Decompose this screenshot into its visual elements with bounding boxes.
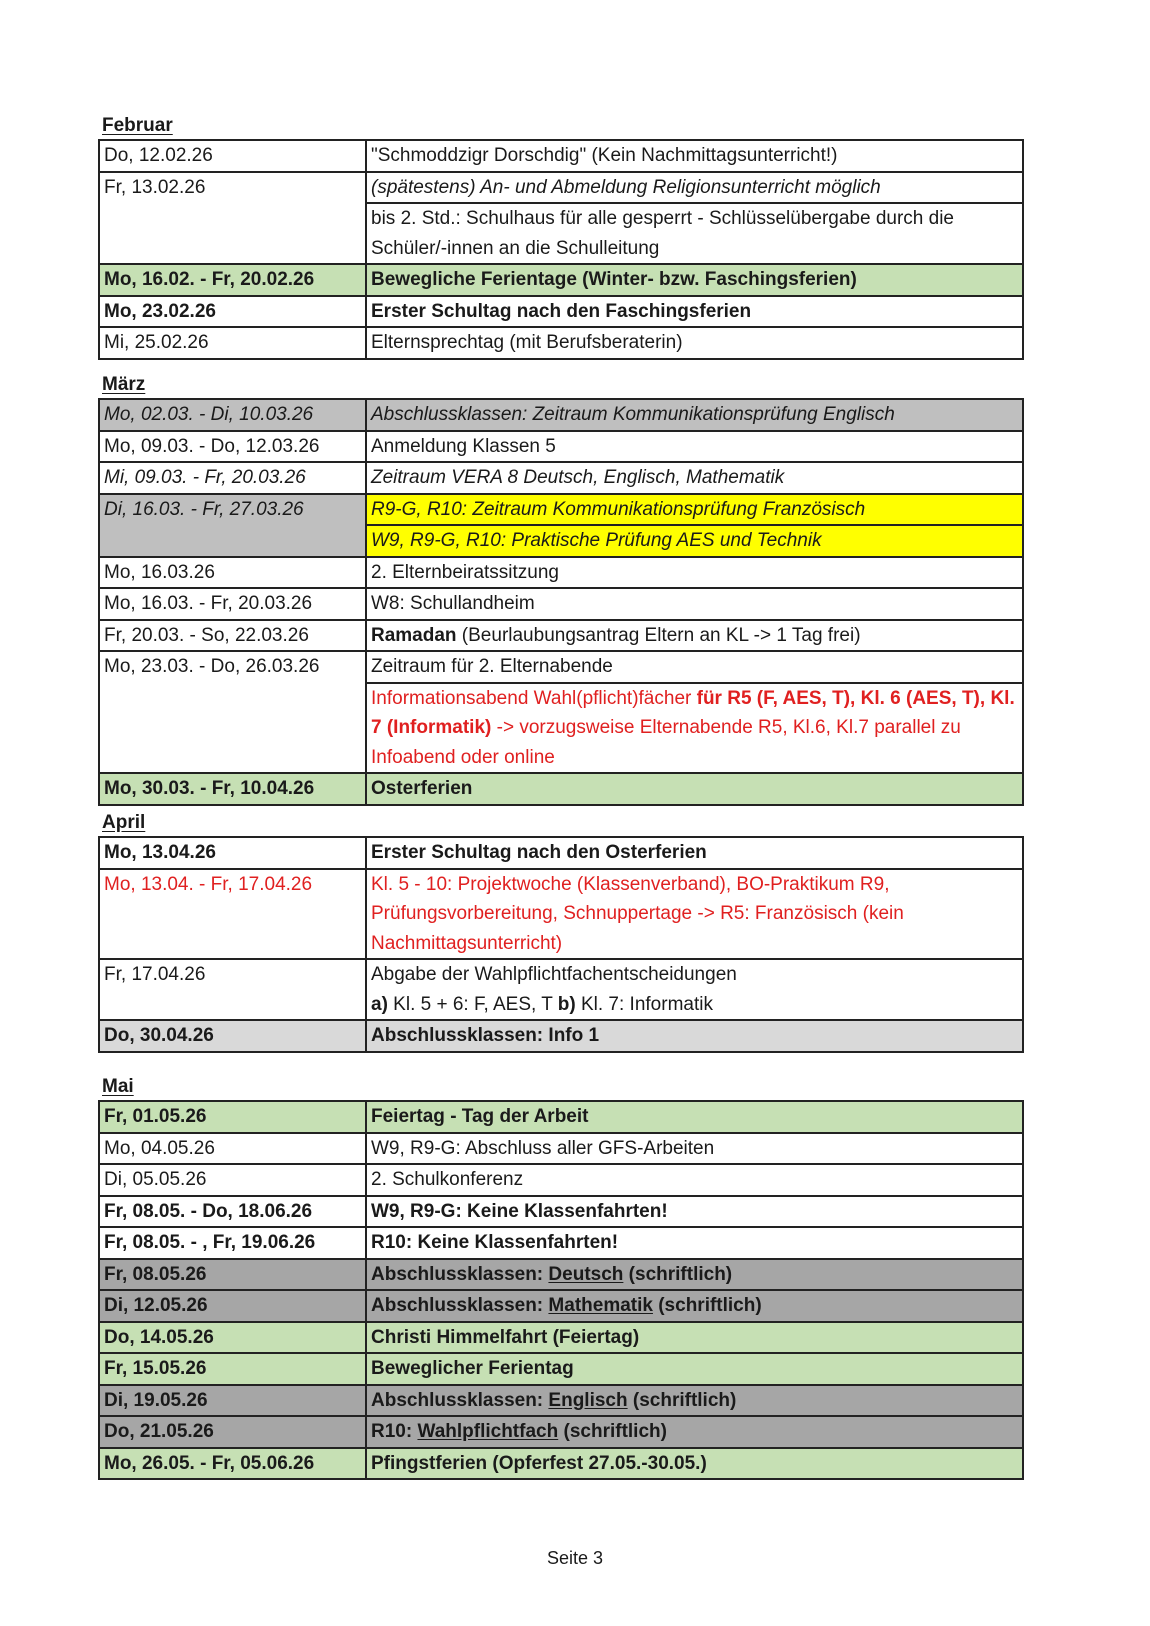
event-cell: Pfingstferien (Opferfest 27.05.-30.05.) — [366, 1448, 1023, 1480]
option-text: Kl. 5 + 6: F, AES, T — [387, 993, 558, 1015]
date-cell: Fr, 20.03. - So, 22.03.26 — [99, 620, 366, 652]
calendar-table-maerz — [98, 398, 1024, 806]
event-cell: Erster Schultag nach den Osterferien — [366, 837, 1023, 869]
date-cell: Mo, 23.02.26 — [99, 296, 366, 328]
event-cell: Osterferien — [366, 773, 1023, 805]
date-cell: Mo, 02.03. - Di, 10.03.26 — [99, 399, 366, 431]
event-cell: R9-G, R10: Zeitraum Kommunikationsprüfung Französisch — [366, 494, 1023, 526]
event-label: -> vorzugsweise Elternabende R5, Kl.6, Kl.7 parallel zu Infoabend oder online — [371, 717, 961, 768]
table-row — [99, 1385, 1023, 1417]
date-cell: Fr, 01.05.26 — [99, 1101, 366, 1133]
exam-subject: Wahlpflichtfach — [417, 1421, 559, 1442]
table-row — [99, 773, 1023, 805]
date-cell: Do, 14.05.26 — [99, 1322, 366, 1354]
event-cell: "Schmoddzigr Dorschdig" (Kein Nachmittagsunterricht!) — [366, 140, 1023, 172]
table-row — [99, 1133, 1023, 1165]
event-cell: W9, R9-G, R10: Praktische Prüfung AES und Technik — [366, 525, 1023, 557]
event-cell: Beweglicher Ferientag — [366, 1353, 1023, 1385]
event-cell: R10: Keine Klassenfahrten! — [366, 1227, 1023, 1259]
table-row — [99, 1020, 1023, 1052]
date-cell: Mo, 26.05. - Fr, 05.06.26 — [99, 1448, 366, 1480]
date-cell: Mo, 16.03.26 — [99, 557, 366, 589]
event-cell: Abschlussklassen: Info 1 — [366, 1020, 1023, 1052]
table-row — [99, 140, 1023, 172]
month-heading: März — [102, 374, 146, 395]
date-cell: Mo, 23.03. - Do, 26.03.26 — [99, 651, 366, 773]
table-row — [99, 462, 1023, 494]
event-label: Abschlussklassen: — [371, 1263, 549, 1285]
date-cell: Mo, 04.05.26 — [99, 1133, 366, 1165]
table-row — [99, 296, 1023, 328]
date-cell: Fr, 15.05.26 — [99, 1353, 366, 1385]
section-april — [98, 810, 1022, 1053]
exam-subject: Englisch — [548, 1389, 628, 1411]
date-cell: Mi, 25.02.26 — [99, 327, 366, 359]
date-cell: Mo, 30.03. - Fr, 10.04.26 — [99, 773, 366, 805]
event-cell: Elternsprechtag (mit Berufsberaterin) — [366, 327, 1023, 359]
date-cell: Fr, 08.05.26 — [99, 1259, 366, 1291]
date-cell: Fr, 13.02.26 — [99, 172, 366, 265]
month-heading: Mai — [102, 1076, 134, 1097]
page-number: Seite 3 — [546, 1548, 604, 1568]
event-cell: Zeitraum für 2. Elternabende — [366, 651, 1023, 683]
table-row — [99, 1164, 1023, 1196]
table-row — [99, 494, 1023, 526]
event-cell: Kl. 5 - 10: Projektwoche (Klassenverband), BO-Praktikum R9, Prüfungsvorbereitung, Schnuppertage -> R5: Französisch (kein Nachmittagsunterricht) — [366, 869, 1023, 960]
date-cell: Do, 30.04.26 — [99, 1020, 366, 1052]
event-label: Informationsabend Wahl(pflicht)fächer — [371, 687, 697, 709]
calendar-table-februar — [98, 139, 1024, 360]
table-row — [99, 172, 1023, 204]
event-cell: bis 2. Std.: Schulhaus für alle gesperrt - Schlüsselübergabe durch die Schüler/-innen an die Schulleitung — [366, 203, 1023, 264]
event-cell — [366, 683, 1023, 774]
date-cell: Fr, 08.05. - , Fr, 19.06.26 — [99, 1227, 366, 1259]
event-label: Abgabe der Wahlpflichtfachentscheidungen — [371, 964, 737, 985]
table-row — [99, 557, 1023, 589]
date-cell: Mo, 16.03. - Fr, 20.03.26 — [99, 588, 366, 620]
event-cell: W9, R9-G: Abschluss aller GFS-Arbeiten — [366, 1133, 1023, 1165]
table-row — [99, 837, 1023, 869]
table-row — [99, 1196, 1023, 1228]
option-marker: b) — [557, 993, 576, 1015]
table-row — [99, 1416, 1023, 1448]
date-cell: Di, 19.05.26 — [99, 1385, 366, 1417]
date-cell: Mo, 13.04. - Fr, 17.04.26 — [99, 869, 366, 960]
event-sublabel — [371, 990, 1018, 1020]
event-label: R10: — [371, 1421, 418, 1442]
section-februar — [98, 113, 1022, 360]
event-cell: W8: Schullandheim — [366, 588, 1023, 620]
table-row — [99, 1353, 1023, 1385]
date-cell: Fr, 08.05. - Do, 18.06.26 — [99, 1196, 366, 1228]
date-cell: Di, 16.03. - Fr, 27.03.26 — [99, 494, 366, 557]
event-cell: 2. Elternbeiratssitzung — [366, 557, 1023, 589]
event-cell: Zeitraum VERA 8 Deutsch, Englisch, Mathematik — [366, 462, 1023, 494]
event-label: (schriftlich) — [558, 1421, 667, 1442]
table-row — [99, 651, 1023, 683]
event-cell: Bewegliche Ferientage (Winter- bzw. Faschingsferien) — [366, 264, 1023, 296]
table-row — [99, 1448, 1023, 1480]
event-label: Abschlussklassen: — [371, 1295, 549, 1316]
option-text: Kl. 7: Informatik — [575, 993, 713, 1015]
date-cell: Mi, 09.03. - Fr, 20.03.26 — [99, 462, 366, 494]
date-cell: Mo, 09.03. - Do, 12.03.26 — [99, 431, 366, 463]
event-label: (schriftlich) — [627, 1389, 737, 1411]
table-row — [99, 431, 1023, 463]
event-label: (Beurlaubungsantrag Eltern an KL -> 1 Tag frei) — [456, 624, 861, 646]
table-row — [99, 869, 1023, 960]
calendar-table-mai — [98, 1100, 1024, 1480]
table-row — [99, 399, 1023, 431]
event-label: (schriftlich) — [652, 1295, 762, 1316]
date-cell: Do, 21.05.26 — [99, 1416, 366, 1448]
event-cell — [366, 620, 1023, 652]
event-cell: Erster Schultag nach den Faschingsferien — [366, 296, 1023, 328]
event-cell: Feiertag - Tag der Arbeit — [366, 1101, 1023, 1133]
date-cell: Di, 05.05.26 — [99, 1164, 366, 1196]
option-marker: a) — [371, 993, 388, 1015]
date-cell: Fr, 17.04.26 — [99, 959, 366, 1020]
table-row — [99, 620, 1023, 652]
date-cell: Di, 12.05.26 — [99, 1290, 366, 1322]
date-cell: Mo, 13.04.26 — [99, 837, 366, 869]
event-cell — [366, 1416, 1023, 1448]
table-row — [99, 1259, 1023, 1291]
event-cell — [366, 1290, 1023, 1322]
date-cell: Do, 12.02.26 — [99, 140, 366, 172]
event-cell: W9, R9-G: Keine Klassenfahrten! — [366, 1196, 1023, 1228]
event-label-bold: für R5 (F, AES, T), Kl. 6 (AES, T), Kl. 7 (Informatik) — [371, 687, 1015, 738]
event-cell: 2. Schulkonferenz — [366, 1164, 1023, 1196]
table-row — [99, 1101, 1023, 1133]
table-row — [99, 1322, 1023, 1354]
event-cell — [366, 1385, 1023, 1417]
table-row — [99, 327, 1023, 359]
table-row — [99, 1290, 1023, 1322]
date-cell: Mo, 16.02. - Fr, 20.02.26 — [99, 264, 366, 296]
event-cell: Christi Himmelfahrt (Feiertag) — [366, 1322, 1023, 1354]
table-row — [99, 1227, 1023, 1259]
event-cell: Anmeldung Klassen 5 — [366, 431, 1023, 463]
section-mai — [98, 1074, 1022, 1480]
event-cell: (spätestens) An- und Abmeldung Religionsunterricht möglich — [366, 172, 1023, 204]
table-row — [99, 588, 1023, 620]
calendar-table-april — [98, 836, 1024, 1053]
event-cell — [366, 959, 1023, 1020]
section-maerz — [98, 372, 1022, 806]
event-label: (schriftlich) — [623, 1263, 733, 1285]
event-cell: Abschlussklassen: Zeitraum Kommunikationsprüfung Englisch — [366, 399, 1023, 431]
exam-subject: Deutsch — [548, 1263, 624, 1285]
event-cell — [366, 1259, 1023, 1291]
table-row — [99, 264, 1023, 296]
exam-subject: Mathematik — [548, 1295, 653, 1316]
table-row — [99, 959, 1023, 1020]
event-label-bold: Ramadan — [371, 624, 457, 646]
event-label: Abschlussklassen: — [371, 1389, 549, 1411]
month-heading: Februar — [102, 115, 173, 136]
month-heading: April — [102, 812, 146, 833]
